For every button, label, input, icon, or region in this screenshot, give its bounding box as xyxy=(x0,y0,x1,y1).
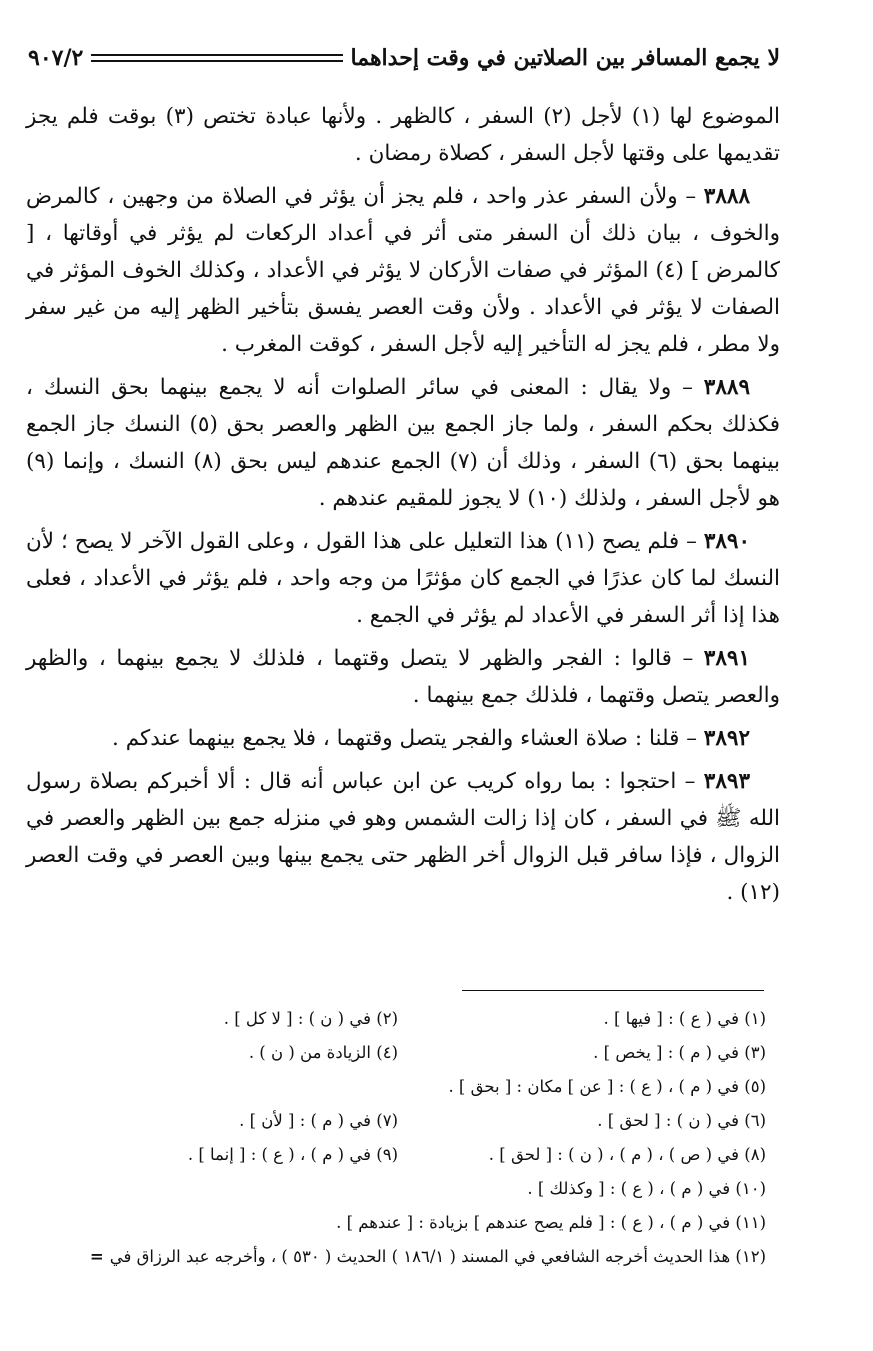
paragraph xyxy=(26,763,780,911)
footnote: (١١) في ( م ) ، ( ع ) : [ فلم يصح عندهم ] بزيادة : [ عندهم ] . xyxy=(336,1213,766,1232)
paragraph xyxy=(26,369,780,517)
paragraph-text: – ولا يقال : المعنى في سائر الصلوات أنه لا يجمع بينهما بحق النسك ، فكذلك بحكم السفر ، ولما جاز الجمع بين الظهر والعصر بحق (٥) النسك جاز الجمع بينهما بحق (٦) السفر ، وذلك أن (٧) الجمع عندهم ليس بحق (٨) النسك ، وإنما (٩) هو لأجل السفر ، ولذلك (١٠) لا يجوز للمقيم عندهم . xyxy=(26,375,781,511)
footnote: (٧) في ( م ) : [ لأن ] . xyxy=(239,1111,398,1130)
running-title: لا يجمع المسافر بين الصلاتين في وقت إحداهما xyxy=(350,45,780,71)
paragraph xyxy=(26,720,780,757)
paragraph-number: ٣٨٨٩ xyxy=(703,375,750,400)
paragraph-text: – قالوا : الفجر والظهر لا يتصل وقتهما ، فلذلك لا يجمع بينهما ، والظهر والعصر يتصل وقتهما ، فلذلك جمع بينهما . xyxy=(26,646,780,708)
footnote-row xyxy=(30,1138,766,1172)
footnote-row xyxy=(30,1104,766,1138)
footnote-divider xyxy=(462,990,764,991)
paragraph-number: ٣٨٩١ xyxy=(703,646,750,671)
footnote: (٣) في ( م ) : [ يخص ] . xyxy=(593,1043,766,1062)
header-rule xyxy=(91,54,342,62)
footnote: (٤) الزيادة من ( ن ) . xyxy=(248,1043,398,1062)
footnote-row xyxy=(30,1002,766,1036)
paragraph-number: ٣٨٩٢ xyxy=(703,726,750,751)
footnote-row xyxy=(30,1036,766,1070)
paragraph-number: ٣٨٩٣ xyxy=(703,769,750,794)
footnote: (٦) في ( ن ) : [ لحق ] . xyxy=(597,1111,766,1130)
continuation-mark: = xyxy=(89,1247,104,1266)
page-number: ٩٠٧/٢ xyxy=(28,45,84,71)
footnote: (١) في ( ع ) : [ فيها ] . xyxy=(603,1009,766,1028)
paragraph-text: – ولأن السفر عذر واحد ، فلم يجز أن يؤثر في الصلاة من وجهين ، كالمرض والخوف ، بيان ذلك أن السفر متى أثر في أعداد الركعات لم يؤثر في أوقاتها ، [ كالمرض ] (٤) المؤثر في صفات الأركان لا يؤثر في الأعداد ، وكذلك الخوف المؤثر في الصفات لا يؤثر في الأعداد . ولأن وقت العصر يفسق بتأخير الظهر إليه من غير سفر ولا مطر ، فلم يجز له التأخير إليه لأجل السفر ، كوقت المغرب . xyxy=(26,184,780,357)
footnote: (٨) في ( ص ) ، ( م ) ، ( ن ) : [ لحق ] . xyxy=(488,1145,766,1164)
footnote: (١٠) في ( م ) ، ( ع ) : [ وكذلك ] . xyxy=(527,1179,766,1198)
main-text xyxy=(26,98,780,917)
paragraph xyxy=(26,523,780,634)
paragraph-number: ٣٨٩٠ xyxy=(703,529,751,554)
footnote-text: (١٢) هذا الحديث أخرجه الشافعي في المسند ( ١٨٦/١ ) الحديث ( ٥٣٠ ) ، وأخرجه عبد الرزاق في xyxy=(109,1247,766,1266)
paragraph xyxy=(26,640,780,714)
footnotes xyxy=(30,1002,766,1274)
footnote: (٢) في ( ن ) : [ لا كل ] . xyxy=(223,1009,398,1028)
footnote: (٩) في ( م ) ، ( ع ) : [ إنما ] . xyxy=(187,1145,398,1164)
paragraph-text: – احتجوا : بما رواه كريب عن ابن عباس أنه قال : ألا أخبركم بصلاة رسول الله ﷺ في السفر ، كان إذا زالت الشمس وهو في منزله جمع بين الظهر والعصر في الزوال ، فإذا سافر قبل الزوال أخر الظهر حتى يجمع بينها وبين العصر في وقت العصر (١٢) . xyxy=(26,769,780,905)
footnote xyxy=(30,1240,766,1274)
footnote: (٥) في ( م ) ، ( ع ) : [ عن ] مكان : [ بحق ] . xyxy=(448,1077,766,1096)
page-header xyxy=(28,38,780,78)
paragraph-text: الموضوع لها (١) لأجل (٢) السفر ، كالظهر . ولأنها عبادة تختص (٣) بوقت فلم يجز تقديمها على وقتها لأجل السفر ، كصلاة رمضان . xyxy=(26,104,780,166)
paragraph-number: ٣٨٨٨ xyxy=(703,184,750,209)
paragraph-text: – قلنا : صلاة العشاء والفجر يتصل وقتهما ، فلا يجمع بينهما عندكم . xyxy=(112,726,704,751)
paragraph xyxy=(26,98,780,172)
paragraph xyxy=(26,178,780,363)
paragraph-text: – فلم يصح (١١) هذا التعليل على هذا القول ، وعلى القول الآخر لا يصح ؛ لأن النسك لما كان عذرًا في الجمع كان مؤثرًا من وجه واحد ، فلم يؤثر في الأعداد ، فعلى هذا إذا أثر السفر في الأعداد لم يؤثر في الجمع . xyxy=(26,529,780,628)
